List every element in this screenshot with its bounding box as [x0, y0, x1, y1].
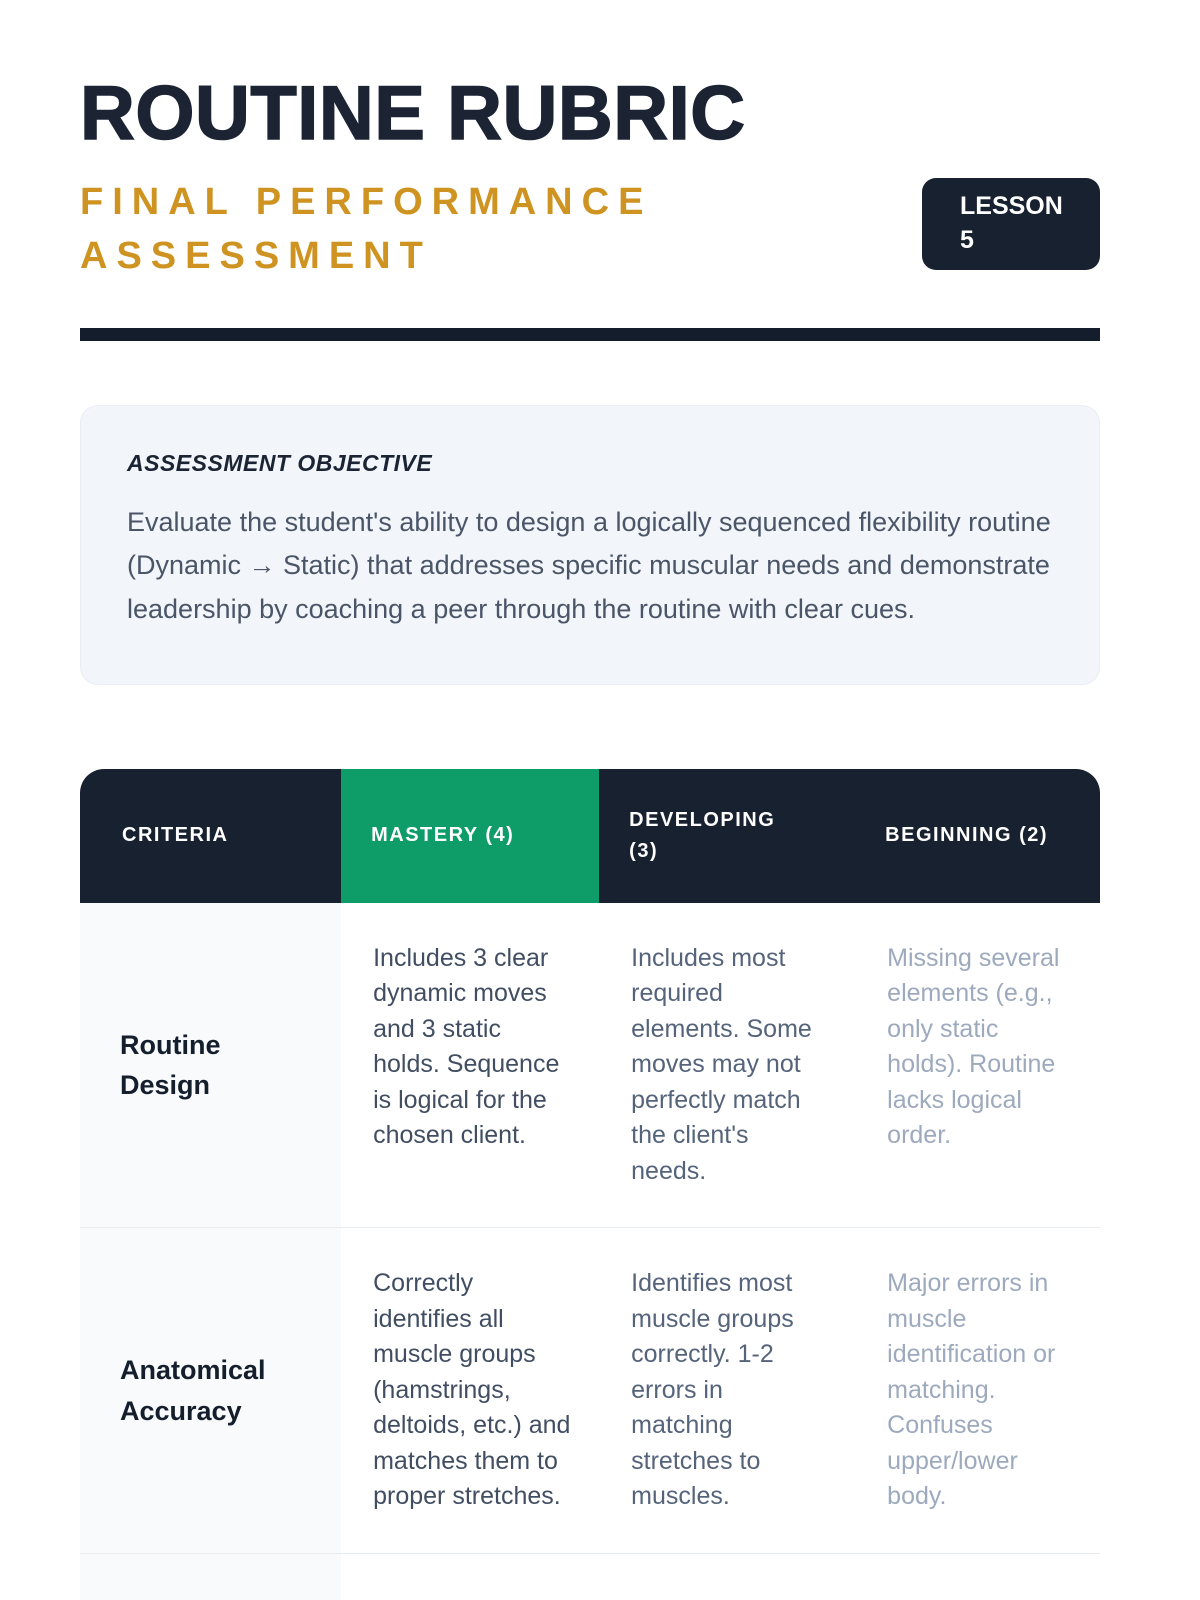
lesson-badge — [922, 178, 1100, 270]
mastery-cell: Correctly identifies all muscle groups (hamstrings, deltoids, etc.) and matches them to proper stretches. — [373, 1269, 571, 1511]
criterion-label — [80, 1554, 341, 1600]
rubric-table — [80, 769, 1100, 1600]
criterion-label: Anatomical Accuracy — [80, 1228, 341, 1553]
subheader-row — [80, 176, 1100, 284]
developing-cell: Includes most required elements. Some moves may not perfectly match the client's needs. — [631, 943, 812, 1185]
table-row-partial — [80, 1554, 1100, 1600]
beginning-cell — [855, 1554, 1100, 1600]
column-header-criteria: CRITERIA — [122, 824, 229, 847]
column-header-mastery: MASTERY (4) — [341, 769, 599, 903]
objective-card — [80, 405, 1100, 685]
objective-heading: ASSESSMENT OBJECTIVE — [127, 449, 433, 476]
table-header-row — [80, 769, 1100, 903]
column-header-beginning: BEGINNING (2) — [885, 824, 1049, 847]
table-row-routine-design — [80, 903, 1100, 1229]
header-divider — [80, 328, 1100, 341]
table-row-anatomical-accuracy — [80, 1228, 1100, 1554]
beginning-cell: Missing several elements (e.g., only static holds). Routine lacks logical order. — [887, 943, 1060, 1150]
page-title: ROUTINE RUBRIC — [80, 71, 746, 156]
rubric-page — [0, 71, 1200, 1600]
developing-cell: Identifies most muscle groups correctly. 1-2 errors in matching stretches to muscles. — [631, 1269, 794, 1511]
page-header — [80, 71, 1100, 341]
developing-cell — [599, 1554, 855, 1600]
mastery-cell — [341, 1554, 599, 1600]
objective-text: Evaluate the student's ability to design a logically sequenced flexibility routine (Dynamic → Static) that addresses specific muscular needs and demonstrate leadership by coaching a peer through the routine with clear cues. — [127, 506, 1051, 625]
mastery-cell: Includes 3 clear dynamic moves and 3 static holds. Sequence is logical for the chosen client. — [373, 943, 560, 1150]
beginning-cell: Major errors in muscle identification or matching. Confuses upper/lower body. — [887, 1269, 1056, 1511]
column-header-developing: DEVELOPING (3) — [629, 808, 776, 862]
lesson-badge-number: 5 — [960, 225, 974, 254]
page-subtitle: FINAL PERFORMANCE ASSESSMENT — [80, 180, 653, 277]
lesson-badge-label: LESSON — [960, 192, 1063, 221]
criterion-label: Routine Design — [80, 903, 341, 1228]
